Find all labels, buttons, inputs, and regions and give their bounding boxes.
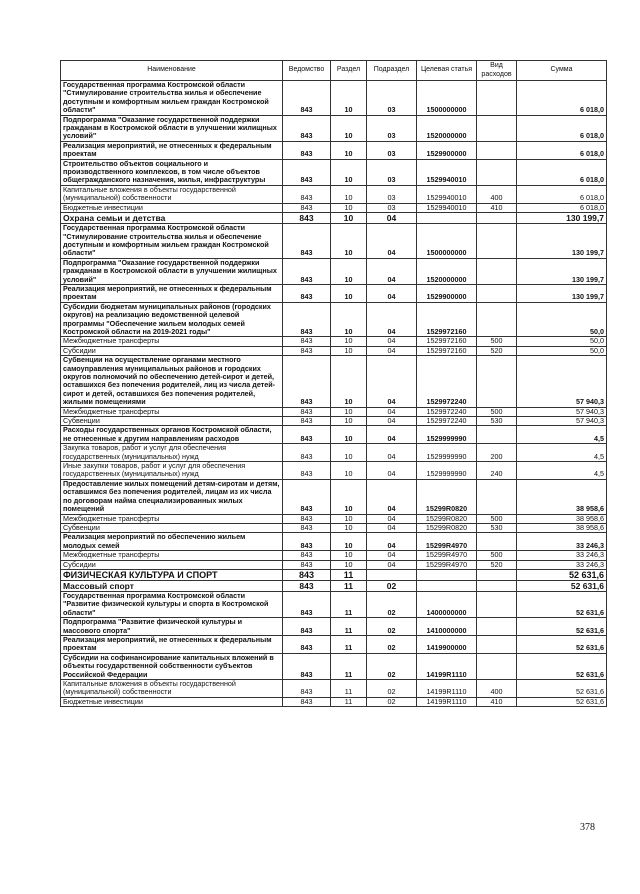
cell-section: 10 <box>331 258 367 284</box>
cell-name: Предоставление жилых помещений детям-сиротам и детям, оставшимся без попечения родителей, лицам из их числа по договорам найма специализированных жилых помещений <box>61 479 283 514</box>
cell-section: 10 <box>331 533 367 551</box>
cell-target: 1500000000 <box>417 81 477 116</box>
cell-sum: 130 199,7 <box>517 213 607 224</box>
header-exp-type: Вид расходов <box>477 61 517 81</box>
page-number: 378 <box>580 822 595 833</box>
cell-section: 10 <box>331 213 367 224</box>
cell-target: 15299R0820 <box>417 514 477 523</box>
table-row <box>61 635 607 653</box>
header-subsection: Подраздел <box>367 61 417 81</box>
table-row <box>61 258 607 284</box>
cell-target: 1500000000 <box>417 224 477 259</box>
cell-sum: 6 018,0 <box>517 141 607 159</box>
cell-exp-type <box>477 618 517 636</box>
cell-subsection: 03 <box>367 185 417 203</box>
cell-target: 1520000000 <box>417 115 477 141</box>
cell-sum: 57 940,3 <box>517 417 607 426</box>
cell-sum: 38 958,6 <box>517 479 607 514</box>
cell-subsection: 02 <box>367 653 417 679</box>
cell-section: 10 <box>331 141 367 159</box>
table-row <box>61 356 607 407</box>
cell-dept: 843 <box>283 523 331 532</box>
cell-subsection: 02 <box>367 635 417 653</box>
cell-subsection: 04 <box>367 426 417 444</box>
cell-section: 10 <box>331 407 367 416</box>
cell-name: Субсидии на софинансирование капитальных вложений в объекты государственной собственности субъектов Российской Федерации <box>61 653 283 679</box>
cell-exp-type: 500 <box>477 551 517 560</box>
cell-dept: 843 <box>283 159 331 185</box>
cell-target: 1529999990 <box>417 444 477 462</box>
cell-target: 1520000000 <box>417 258 477 284</box>
table-row <box>61 618 607 636</box>
cell-dept: 843 <box>283 213 331 224</box>
cell-dept: 843 <box>283 635 331 653</box>
cell-dept: 843 <box>283 185 331 203</box>
cell-dept: 843 <box>283 284 331 302</box>
cell-exp-type <box>477 356 517 407</box>
cell-exp-type: 410 <box>477 203 517 212</box>
cell-exp-type <box>477 284 517 302</box>
table-row <box>61 224 607 259</box>
cell-sum: 4,5 <box>517 444 607 462</box>
cell-subsection: 03 <box>367 203 417 212</box>
cell-dept: 843 <box>283 426 331 444</box>
cell-dept: 843 <box>283 407 331 416</box>
cell-subsection: 04 <box>367 479 417 514</box>
table-row <box>61 81 607 116</box>
cell-target: 15299R4970 <box>417 533 477 551</box>
cell-section: 10 <box>331 115 367 141</box>
cell-section: 10 <box>331 523 367 532</box>
table-row <box>61 213 607 224</box>
table-row <box>61 185 607 203</box>
cell-sum: 33 246,3 <box>517 533 607 551</box>
table-row <box>61 462 607 480</box>
cell-name: Подпрограмма "Оказание государственной поддержки гражданам в Костромской области в улучшении жилищных условий" <box>61 258 283 284</box>
table-row <box>61 680 607 698</box>
cell-dept: 843 <box>283 462 331 480</box>
table-row <box>61 159 607 185</box>
cell-target: 1529900000 <box>417 141 477 159</box>
cell-subsection: 02 <box>367 591 417 617</box>
cell-exp-type <box>477 426 517 444</box>
table-row <box>61 591 607 617</box>
cell-target: 1529940010 <box>417 203 477 212</box>
cell-sum: 52 631,6 <box>517 580 607 591</box>
cell-subsection: 04 <box>367 560 417 569</box>
cell-name: Бюджетные инвестиции <box>61 697 283 706</box>
cell-sum: 52 631,6 <box>517 697 607 706</box>
cell-sum: 6 018,0 <box>517 115 607 141</box>
cell-target: 1529900000 <box>417 284 477 302</box>
cell-target: 1529940010 <box>417 159 477 185</box>
cell-subsection: 02 <box>367 580 417 591</box>
cell-sum: 4,5 <box>517 426 607 444</box>
cell-exp-type: 500 <box>477 407 517 416</box>
cell-target: 1410000000 <box>417 618 477 636</box>
cell-name: Массовый спорт <box>61 580 283 591</box>
cell-dept: 843 <box>283 141 331 159</box>
cell-sum: 38 958,6 <box>517 523 607 532</box>
cell-exp-type: 400 <box>477 185 517 203</box>
cell-name: Капитальные вложения в объекты государственной (муниципальной) собственности <box>61 185 283 203</box>
cell-exp-type <box>477 569 517 580</box>
cell-name: Строительство объектов социального и производственного комплексов, в том числе объектов общегражданского назначения, жилья, инфраструктуры <box>61 159 283 185</box>
cell-subsection: 04 <box>367 346 417 355</box>
table-row <box>61 697 607 706</box>
header-sum: Сумма <box>517 61 607 81</box>
cell-exp-type <box>477 479 517 514</box>
cell-name: Субсидии <box>61 560 283 569</box>
cell-exp-type <box>477 635 517 653</box>
cell-target: 15299R4970 <box>417 560 477 569</box>
cell-target <box>417 569 477 580</box>
cell-exp-type <box>477 141 517 159</box>
table-row <box>61 337 607 346</box>
cell-target: 1529972160 <box>417 337 477 346</box>
cell-section: 10 <box>331 81 367 116</box>
cell-dept: 843 <box>283 618 331 636</box>
cell-subsection: 03 <box>367 159 417 185</box>
cell-section: 11 <box>331 591 367 617</box>
table-row <box>61 444 607 462</box>
cell-exp-type <box>477 533 517 551</box>
cell-subsection: 03 <box>367 115 417 141</box>
cell-section: 10 <box>331 302 367 337</box>
cell-target: 14199R1110 <box>417 697 477 706</box>
table-row <box>61 407 607 416</box>
cell-section: 10 <box>331 417 367 426</box>
cell-subsection: 03 <box>367 141 417 159</box>
cell-section: 10 <box>331 159 367 185</box>
table-row <box>61 115 607 141</box>
cell-exp-type: 530 <box>477 417 517 426</box>
cell-exp-type <box>477 159 517 185</box>
table-row <box>61 284 607 302</box>
cell-section: 11 <box>331 618 367 636</box>
cell-sum: 57 940,3 <box>517 356 607 407</box>
cell-subsection: 04 <box>367 407 417 416</box>
cell-target: 1529940010 <box>417 185 477 203</box>
cell-target: 1529972240 <box>417 407 477 416</box>
cell-target: 1529972240 <box>417 417 477 426</box>
cell-sum: 52 631,6 <box>517 591 607 617</box>
cell-subsection: 04 <box>367 444 417 462</box>
cell-target <box>417 213 477 224</box>
header-row <box>61 61 607 81</box>
cell-section: 11 <box>331 635 367 653</box>
cell-subsection: 02 <box>367 680 417 698</box>
header-section: Раздел <box>331 61 367 81</box>
cell-dept: 843 <box>283 551 331 560</box>
cell-target: 14199R1110 <box>417 653 477 679</box>
cell-subsection: 04 <box>367 533 417 551</box>
cell-name: Подпрограмма "Оказание государственной поддержки гражданам в Костромской области в улучшении жилищных условий" <box>61 115 283 141</box>
cell-sum: 57 940,3 <box>517 407 607 416</box>
cell-sum: 130 199,7 <box>517 224 607 259</box>
cell-section: 10 <box>331 462 367 480</box>
cell-dept: 843 <box>283 560 331 569</box>
cell-dept: 843 <box>283 337 331 346</box>
cell-sum: 6 018,0 <box>517 159 607 185</box>
table-header <box>61 61 607 81</box>
cell-subsection: 04 <box>367 551 417 560</box>
cell-name: Реализация мероприятий, не отнесенных к федеральным проектам <box>61 284 283 302</box>
header-target: Целевая статья <box>417 61 477 81</box>
cell-section: 10 <box>331 560 367 569</box>
cell-dept: 843 <box>283 697 331 706</box>
table-row <box>61 479 607 514</box>
cell-section: 10 <box>331 346 367 355</box>
budget-table <box>60 60 607 707</box>
cell-section: 11 <box>331 680 367 698</box>
table-row <box>61 551 607 560</box>
cell-name: Иные закупки товаров, работ и услуг для обеспечения государственных (муниципальных) нужд <box>61 462 283 480</box>
cell-dept: 843 <box>283 346 331 355</box>
table-row <box>61 569 607 580</box>
table-row <box>61 533 607 551</box>
cell-name: Межбюджетные трансферты <box>61 551 283 560</box>
cell-exp-type: 520 <box>477 560 517 569</box>
cell-subsection: 02 <box>367 618 417 636</box>
cell-exp-type: 400 <box>477 680 517 698</box>
cell-name: Межбюджетные трансферты <box>61 407 283 416</box>
cell-exp-type: 530 <box>477 523 517 532</box>
cell-dept: 843 <box>283 653 331 679</box>
cell-exp-type <box>477 653 517 679</box>
cell-dept: 843 <box>283 514 331 523</box>
cell-subsection: 04 <box>367 302 417 337</box>
cell-sum: 38 958,6 <box>517 514 607 523</box>
cell-section: 10 <box>331 203 367 212</box>
cell-sum: 52 631,6 <box>517 569 607 580</box>
cell-dept: 843 <box>283 580 331 591</box>
cell-sum: 33 246,3 <box>517 560 607 569</box>
cell-sum: 52 631,6 <box>517 653 607 679</box>
cell-section: 10 <box>331 426 367 444</box>
cell-subsection: 04 <box>367 356 417 407</box>
cell-section: 11 <box>331 653 367 679</box>
cell-subsection: 04 <box>367 258 417 284</box>
cell-target: 1419900000 <box>417 635 477 653</box>
cell-sum: 6 018,0 <box>517 185 607 203</box>
cell-dept: 843 <box>283 417 331 426</box>
cell-target: 1529999990 <box>417 462 477 480</box>
cell-name: Капитальные вложения в объекты государственной (муниципальной) собственности <box>61 680 283 698</box>
cell-sum: 52 631,6 <box>517 680 607 698</box>
table-row <box>61 426 607 444</box>
cell-name: Государственная программа Костромской области "Развитие физической культуры и спорта в Костромской области" <box>61 591 283 617</box>
cell-subsection: 04 <box>367 337 417 346</box>
cell-dept: 843 <box>283 115 331 141</box>
cell-sum: 130 199,7 <box>517 258 607 284</box>
table-row <box>61 653 607 679</box>
cell-name: Подпрограмма "Развитие физической культуры и массового спорта" <box>61 618 283 636</box>
cell-exp-type: 500 <box>477 514 517 523</box>
cell-sum: 33 246,3 <box>517 551 607 560</box>
cell-section: 11 <box>331 580 367 591</box>
cell-target <box>417 580 477 591</box>
cell-target: 15299R0820 <box>417 479 477 514</box>
cell-name: Государственная программа Костромской области "Стимулирование строительства жилья и обеспечение доступным и комфортным жильем граждан Костромской области" <box>61 81 283 116</box>
cell-subsection: 04 <box>367 284 417 302</box>
cell-dept: 843 <box>283 81 331 116</box>
cell-exp-type: 410 <box>477 697 517 706</box>
cell-name: Субвенции <box>61 417 283 426</box>
cell-target: 14199R1110 <box>417 680 477 698</box>
cell-exp-type <box>477 213 517 224</box>
cell-target: 15299R0820 <box>417 523 477 532</box>
cell-name: Субвенции <box>61 523 283 532</box>
cell-sum: 52 631,6 <box>517 635 607 653</box>
cell-sum: 130 199,7 <box>517 284 607 302</box>
cell-target: 1529999990 <box>417 426 477 444</box>
cell-exp-type: 200 <box>477 444 517 462</box>
cell-dept: 843 <box>283 224 331 259</box>
cell-name: Бюджетные инвестиции <box>61 203 283 212</box>
cell-target: 1529972240 <box>417 356 477 407</box>
cell-name: Межбюджетные трансферты <box>61 337 283 346</box>
cell-section: 11 <box>331 569 367 580</box>
cell-name: Охрана семьи и детства <box>61 213 283 224</box>
cell-dept: 843 <box>283 680 331 698</box>
cell-sum: 50,0 <box>517 337 607 346</box>
cell-sum: 52 631,6 <box>517 618 607 636</box>
cell-section: 10 <box>331 356 367 407</box>
cell-section: 10 <box>331 284 367 302</box>
table-row <box>61 580 607 591</box>
table-row <box>61 141 607 159</box>
header-name: Наименование <box>61 61 283 81</box>
cell-dept: 843 <box>283 203 331 212</box>
cell-subsection <box>367 569 417 580</box>
cell-exp-type <box>477 115 517 141</box>
cell-name: Межбюджетные трансферты <box>61 514 283 523</box>
cell-exp-type <box>477 81 517 116</box>
table-body <box>61 81 607 707</box>
cell-section: 10 <box>331 224 367 259</box>
cell-name: Реализация мероприятий, не отнесенных к федеральным проектам <box>61 141 283 159</box>
cell-exp-type <box>477 224 517 259</box>
cell-name: ФИЗИЧЕСКАЯ КУЛЬТУРА И СПОРТ <box>61 569 283 580</box>
cell-sum: 6 018,0 <box>517 203 607 212</box>
cell-name: Государственная программа Костромской области "Стимулирование строительства жилья и обеспечение доступным и комфортным жильем граждан Костромской области" <box>61 224 283 259</box>
cell-subsection: 04 <box>367 417 417 426</box>
cell-subsection: 04 <box>367 523 417 532</box>
cell-exp-type: 240 <box>477 462 517 480</box>
cell-exp-type: 500 <box>477 337 517 346</box>
cell-target: 15299R4970 <box>417 551 477 560</box>
cell-name: Реализация мероприятий, не отнесенных к федеральным проектам <box>61 635 283 653</box>
cell-target: 1400000000 <box>417 591 477 617</box>
header-dept: Ведомство <box>283 61 331 81</box>
cell-name: Реализация мероприятий по обеспечению жильем молодых семей <box>61 533 283 551</box>
cell-sum: 50,0 <box>517 302 607 337</box>
cell-subsection: 04 <box>367 224 417 259</box>
cell-name: Субсидии бюджетам муниципальных районов (городских округов) на реализацию ведомственной целевой программы "Обеспечение жильем молодых семей Костромской области на 2019-2021 годы" <box>61 302 283 337</box>
cell-subsection: 04 <box>367 213 417 224</box>
cell-exp-type <box>477 258 517 284</box>
cell-exp-type: 520 <box>477 346 517 355</box>
cell-target: 1529972160 <box>417 346 477 355</box>
cell-subsection: 04 <box>367 514 417 523</box>
table-row <box>61 514 607 523</box>
cell-dept: 843 <box>283 356 331 407</box>
cell-sum: 6 018,0 <box>517 81 607 116</box>
cell-exp-type <box>477 580 517 591</box>
cell-dept: 843 <box>283 444 331 462</box>
cell-section: 10 <box>331 551 367 560</box>
cell-exp-type <box>477 591 517 617</box>
cell-section: 10 <box>331 479 367 514</box>
cell-section: 10 <box>331 444 367 462</box>
cell-dept: 843 <box>283 302 331 337</box>
cell-section: 10 <box>331 337 367 346</box>
cell-section: 10 <box>331 185 367 203</box>
cell-sum: 4,5 <box>517 462 607 480</box>
cell-subsection: 03 <box>367 81 417 116</box>
cell-section: 11 <box>331 697 367 706</box>
cell-exp-type <box>477 302 517 337</box>
cell-dept: 843 <box>283 591 331 617</box>
cell-name: Расходы государственных органов Костромской области, не отнесенные к другим направлениям расходов <box>61 426 283 444</box>
cell-dept: 843 <box>283 479 331 514</box>
cell-dept: 843 <box>283 569 331 580</box>
table-row <box>61 560 607 569</box>
cell-target: 1529972160 <box>417 302 477 337</box>
table-row <box>61 302 607 337</box>
cell-name: Субвенции на осуществление органами местного самоуправления муниципальных районов и городских округов полномочий по обеспечению детей-сирот и детей, оставшихся без попечения родителей, лиц из числа детей-сирот и детей, оставшихся без попечения родителей, жилыми помещениями <box>61 356 283 407</box>
cell-dept: 843 <box>283 533 331 551</box>
cell-sum: 50,0 <box>517 346 607 355</box>
table-row <box>61 203 607 212</box>
cell-name: Закупка товаров, работ и услуг для обеспечения государственных (муниципальных) нужд <box>61 444 283 462</box>
cell-subsection: 02 <box>367 697 417 706</box>
cell-name: Субсидии <box>61 346 283 355</box>
cell-dept: 843 <box>283 258 331 284</box>
cell-subsection: 04 <box>367 462 417 480</box>
cell-section: 10 <box>331 514 367 523</box>
